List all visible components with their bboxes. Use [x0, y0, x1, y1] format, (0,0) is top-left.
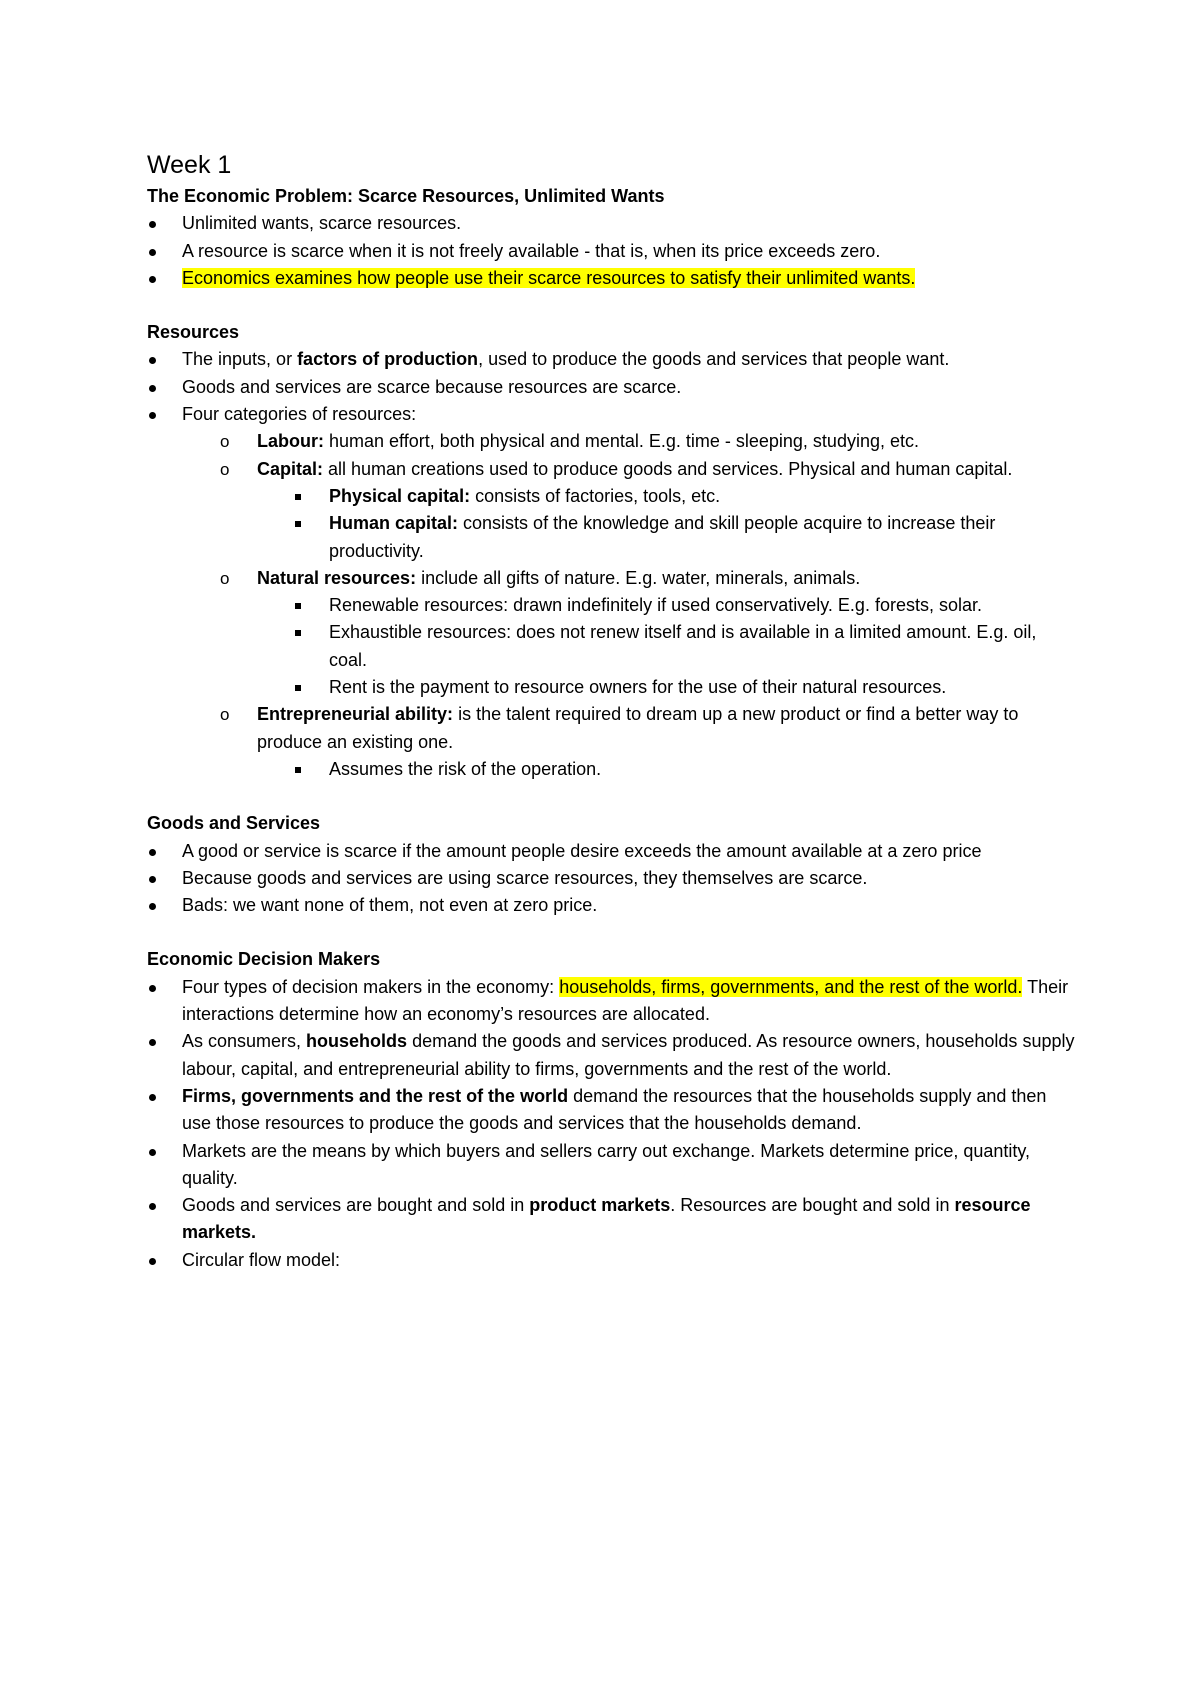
heading-economic-problem: The Economic Problem: Scarce Resources, Unlimited Wants [147, 186, 665, 206]
heading-decision-makers: Economic Decision Makers [147, 949, 381, 970]
list-item: Rent is the payment to resource owners for the use of their natural resources. [329, 677, 947, 698]
list-item: Because goods and services are using scarce resources, they themselves are scarce. [182, 867, 868, 888]
circle-bullet-icon: o [220, 459, 230, 479]
economic-problem-list [147, 210, 1077, 292]
list-item: Four categories of resources: [182, 404, 417, 425]
circle-bullet-icon: o [220, 568, 230, 588]
circle-bullet-icon: o [220, 705, 230, 725]
list-item: Four types of decision makers in the economy: households, firms, governments, and the rest of the world. Their interactions determine how an economy’s resources are allocated. [182, 976, 1069, 1025]
list-item: Circular flow model: [182, 1249, 341, 1270]
heading-resources: Resources [147, 322, 240, 343]
decision-makers-list [147, 974, 1077, 1274]
list-item: Unlimited wants, scarce resources. [182, 213, 462, 234]
highlighted-text: households, firms, governments, and the rest of the world. [559, 976, 1023, 997]
capital-sublist [257, 483, 1077, 565]
list-item: Renewable resources: drawn indefinitely if used conservatively. E.g. forests, solar. [329, 595, 982, 616]
list-item: Markets are the means by which buyers and sellers carry out exchange. Markets determine price, quantity, quality. [182, 1140, 1031, 1188]
page-title: Week 1 [147, 151, 232, 179]
list-item-natural-resources: o Natural resources: include all gifts of nature. E.g. water, minerals, animals. Renewable resources: drawn indefinitely if used conservatively. E.g. forests, solar. Exhaustible resources: does not renew itself and is available in a limited amount. E.g. oil, coal. Rent is the payment to resource owners for the use of their natural resources. [220, 565, 1077, 701]
list-item: Human capital: consists of the knowledge and skill people acquire to increase their productivity. [329, 513, 996, 561]
list-item: A resource is scarce when it is not freely available - that is, when its price exceeds zero. [182, 240, 881, 261]
list-item: Assumes the risk of the operation. [329, 758, 602, 779]
list-item-entrepreneurial-ability: o Entrepreneurial ability: is the talent required to dream up a new product or find a better way to produce an existing one. Assumes the risk of the operation. [220, 701, 1077, 783]
highlighted-text: Economics examines how people use their scarce resources to satisfy their unlimited wants. [182, 267, 916, 288]
list-item: The inputs, or factors of production, used to produce the goods and services that people want. [182, 349, 950, 370]
entrepreneurial-sublist [257, 756, 1077, 783]
list-item [147, 265, 1077, 292]
natural-resources-sublist [257, 592, 1077, 701]
circle-bullet-icon: o [220, 432, 230, 452]
list-item: Goods and services are scarce because resources are scarce. [182, 376, 682, 397]
list-item: Firms, governments and the rest of the world demand the resources that the households supply and then use those resources to produce the goods and services that the households demand. [182, 1085, 1047, 1134]
goods-services-list [147, 838, 1077, 920]
list-item-capital: o Capital: all human creations used to produce goods and services. Physical and human capital. Physical capital: consists of factories, tools, etc. Human capital: consists of the knowledge and skill people acquire to increase their productivity. [220, 456, 1077, 565]
resource-categories-list [147, 428, 1077, 783]
list-item: Goods and services are bought and sold in product markets. Resources are bought and sold in resource markets. [182, 1195, 1031, 1243]
resources-list [147, 346, 1077, 428]
list-item: Bads: we want none of them, not even at zero price. [182, 895, 598, 916]
list-item: Physical capital: consists of factories, tools, etc. [329, 485, 721, 506]
document-page [147, 148, 1077, 1274]
list-item-labour: o Labour: human effort, both physical and mental. E.g. time - sleeping, studying, etc. [220, 428, 1077, 455]
list-item: As consumers, households demand the goods and services produced. As resource owners, households supply labour, capital, and entrepreneurial ability to firms, governments and the rest of the world. [182, 1031, 1075, 1079]
list-item: A good or service is scarce if the amount people desire exceeds the amount available at a zero price [182, 840, 982, 861]
heading-goods-services: Goods and Services [147, 813, 321, 834]
list-item: Exhaustible resources: does not renew itself and is available in a limited amount. E.g. oil, coal. [329, 622, 1037, 670]
